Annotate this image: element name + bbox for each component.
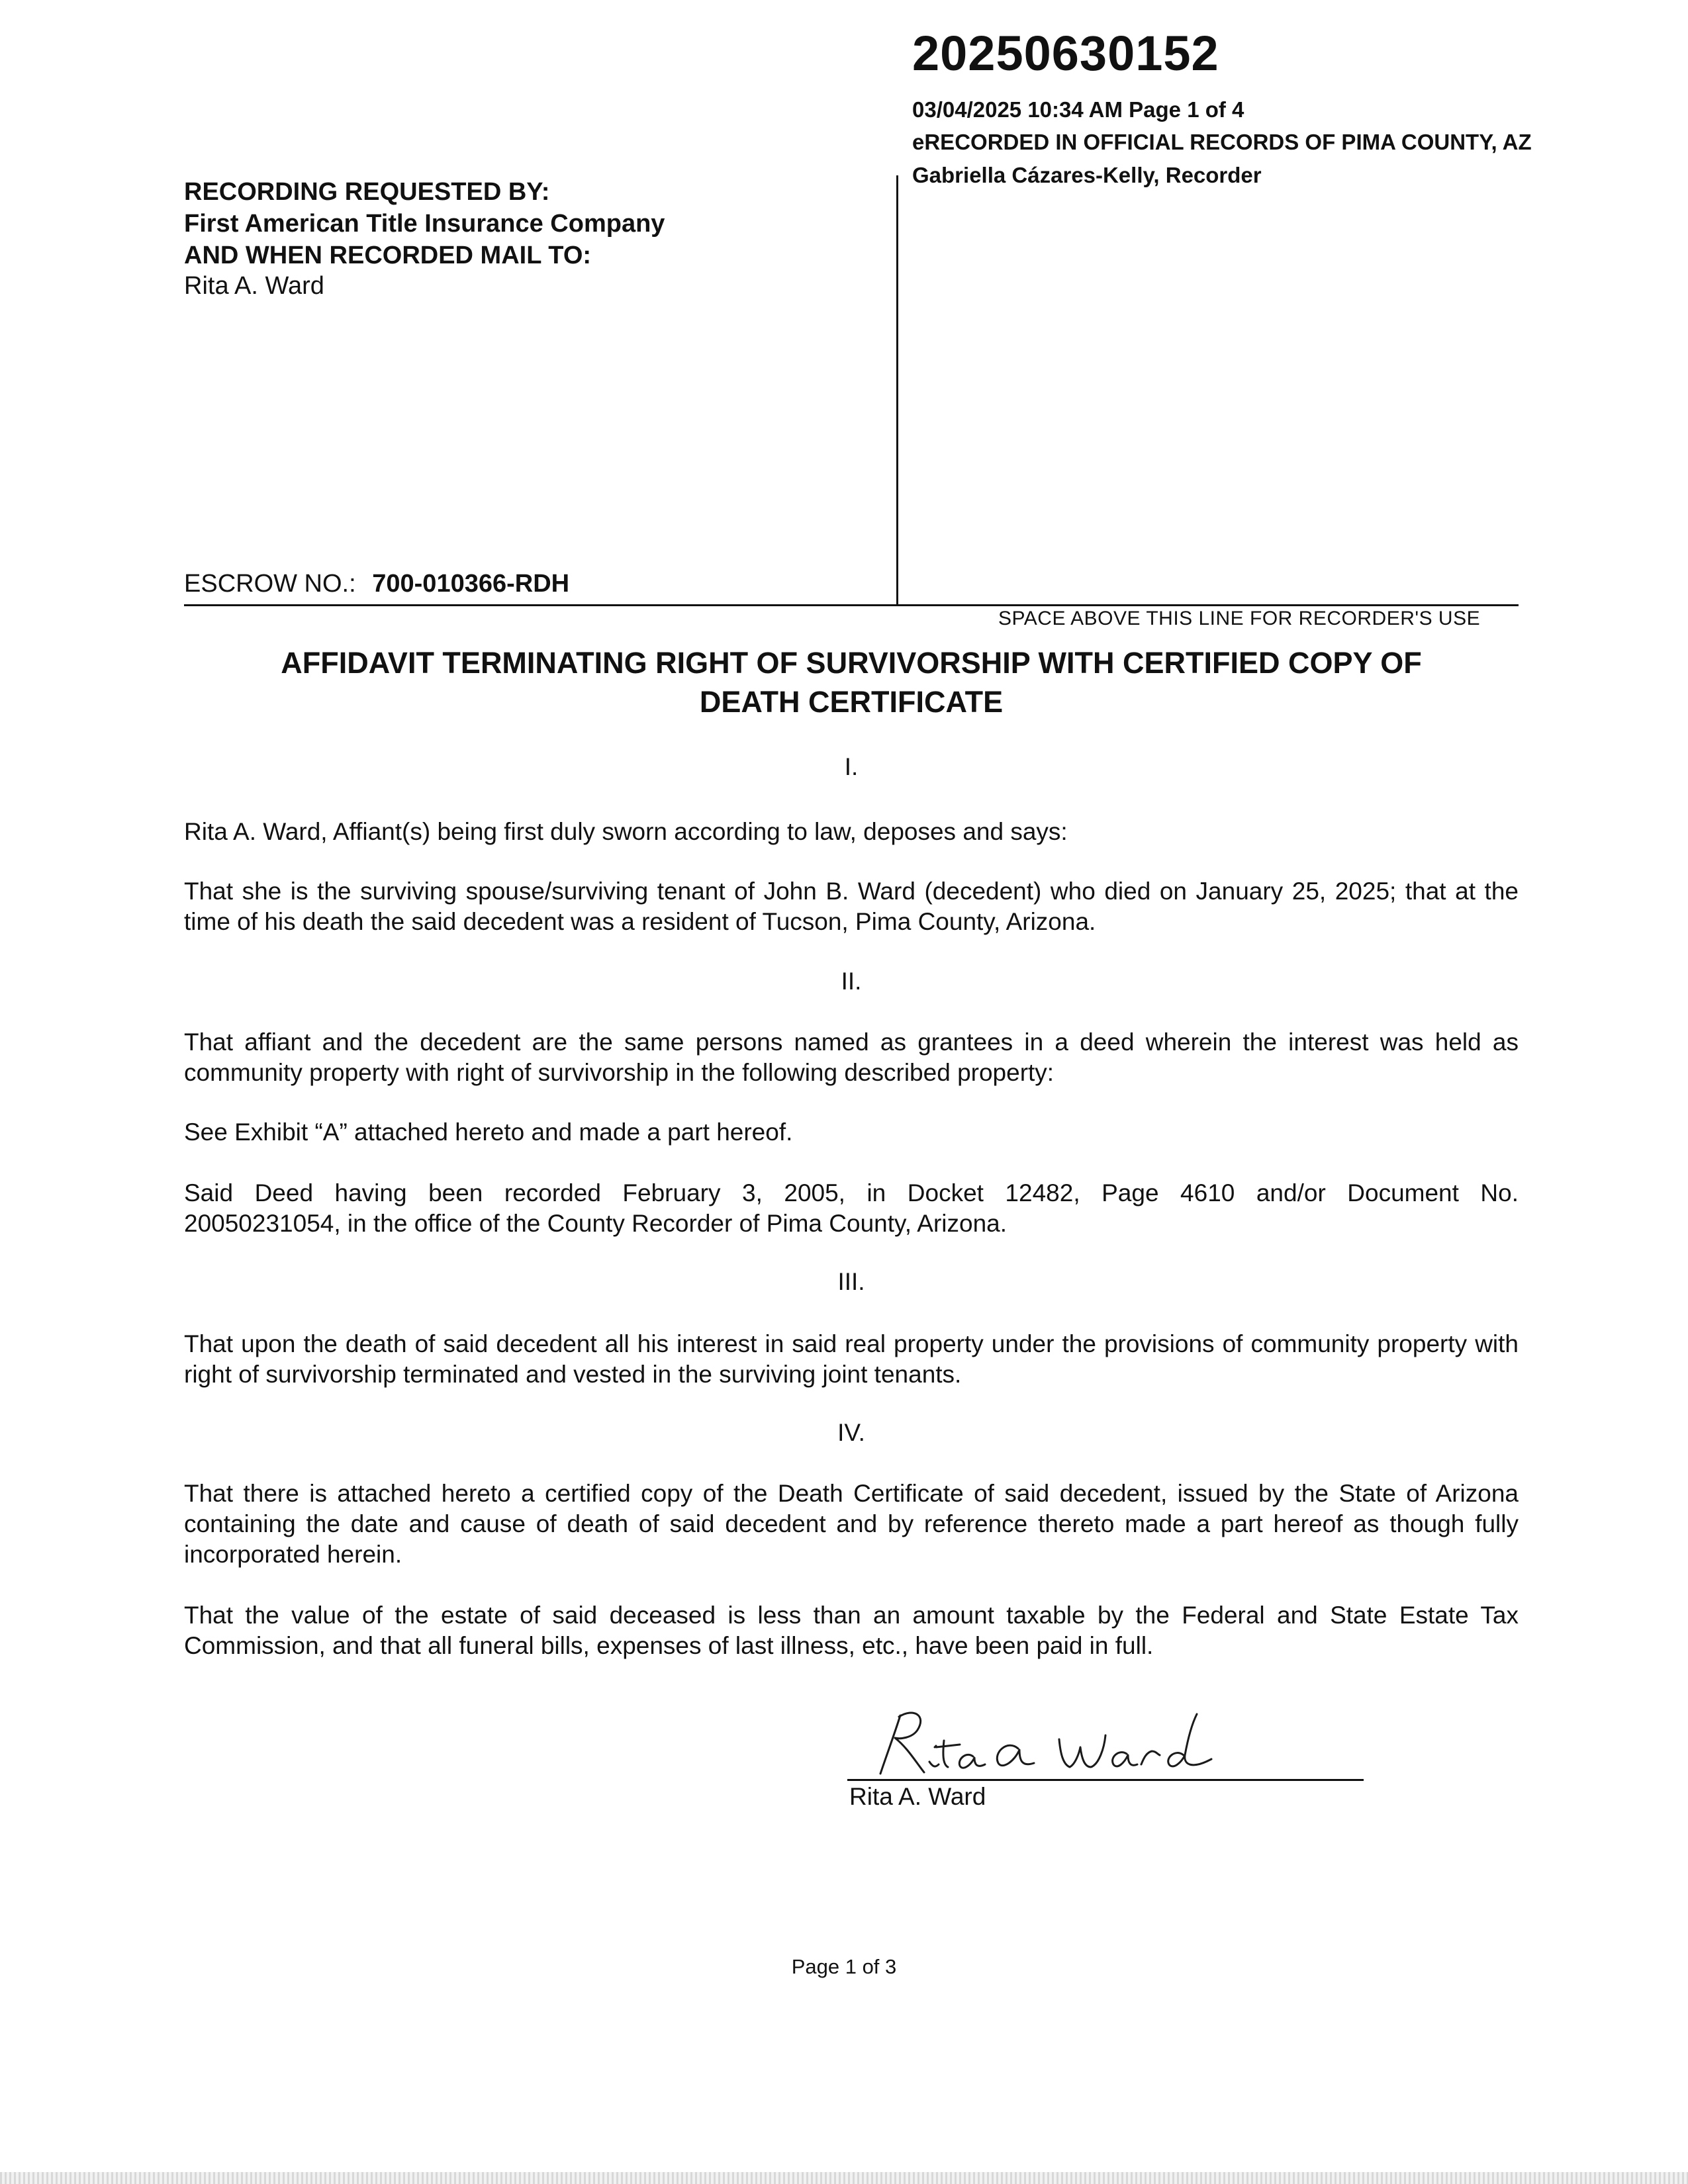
recorder-use-note: SPACE ABOVE THIS LINE FOR RECORDER'S USE — [998, 608, 1481, 629]
document-title-line-1: AFFIDAVIT TERMINATING RIGHT OF SURVIVORSHIP WITH CERTIFIED COPY OF — [281, 646, 1422, 680]
recorder-space-rule — [184, 604, 1519, 606]
signature-line — [847, 1779, 1364, 1781]
deed-recording-paragraph — [184, 1178, 1519, 1239]
recorded-in-official-records: eRECORDED IN OFFICIAL RECORDS OF PIMA COUNTY, AZ — [912, 130, 1532, 154]
recording-requested-by-label: RECORDING REQUESTED BY: — [184, 178, 550, 206]
grantees-paragraph: That affiant and the decedent are the same persons named as grantees in a deed wherein the interest was held as community property with right of survivorship in the following described property: — [184, 1028, 1519, 1086]
affiant-intro: Rita A. Ward, Affiant(s) being first duly sworn according to law, deposes and says: — [184, 818, 1068, 845]
section-numeral-2: II. — [841, 968, 862, 995]
estate-value-paragraph: That the value of the estate of said deceased is less than an amount taxable by the Federal and State Estate Tax Commission, and that all funeral bills, expenses of last illness, etc., have been paid in full. — [184, 1602, 1519, 1659]
mail-to-name: Rita A. Ward — [184, 272, 324, 300]
deed-recording-line-2: 20050231054, in the office of the County Recorder of Pima County, Arizona. — [184, 1209, 1008, 1237]
requesting-company: First American Title Insurance Company — [184, 210, 665, 238]
escrow-label: ESCROW NO.: — [184, 570, 356, 598]
section-numeral-3: III. — [837, 1268, 865, 1295]
document-number: 20250630152 — [912, 26, 1219, 81]
escrow-number-line — [184, 569, 569, 600]
escrow-number: 700-010366-RDH — [372, 570, 570, 598]
recording-datetime: 03/04/2025 10:34 AM Page 1 of 4 — [912, 97, 1244, 122]
interest-terminated-paragraph: That upon the death of said decedent all his interest in said real property under the provisions of community property with right of survivorship terminated and vested in the surviving joint tenants. — [184, 1330, 1519, 1388]
section-numeral-4: IV. — [837, 1419, 865, 1446]
county-recorder: Gabriella Cázares-Kelly, Recorder — [912, 163, 1262, 187]
surviving-spouse-paragraph: That she is the surviving spouse/surviving tenant of John B. Ward (decedent) who died on January 25, 2025; that at the time of his death the said decedent was a resident of Tucson, Pima County, Arizona. — [184, 878, 1519, 935]
page-number: Page 1 of 3 — [791, 1955, 897, 1978]
recorder-space-divider — [896, 175, 898, 606]
document-title — [184, 643, 1519, 722]
death-certificate-paragraph: That there is attached hereto a certified copy of the Death Certificate of said decedent, issued by the State of Arizona containing the date and cause of death of said decedent and by reference thereto made a part hereof as though fully incorporated herein. — [184, 1480, 1519, 1568]
mail-to-label: AND WHEN RECORDED MAIL TO: — [184, 242, 592, 269]
section-numeral-1: I. — [844, 753, 859, 780]
exhibit-reference: See Exhibit “A” attached hereto and made a part hereof. — [184, 1118, 793, 1146]
document-title-line-2: DEATH CERTIFICATE — [699, 685, 1004, 719]
handwritten-signature — [861, 1701, 1218, 1780]
signer-name: Rita A. Ward — [849, 1783, 986, 1810]
deed-recording-line-1: Said Deed having been recorded February 3, 2005, in Docket 12482, Page 4610 and/or Document No. — [184, 1179, 1519, 1206]
scan-edge-artifact — [0, 2172, 1688, 2184]
